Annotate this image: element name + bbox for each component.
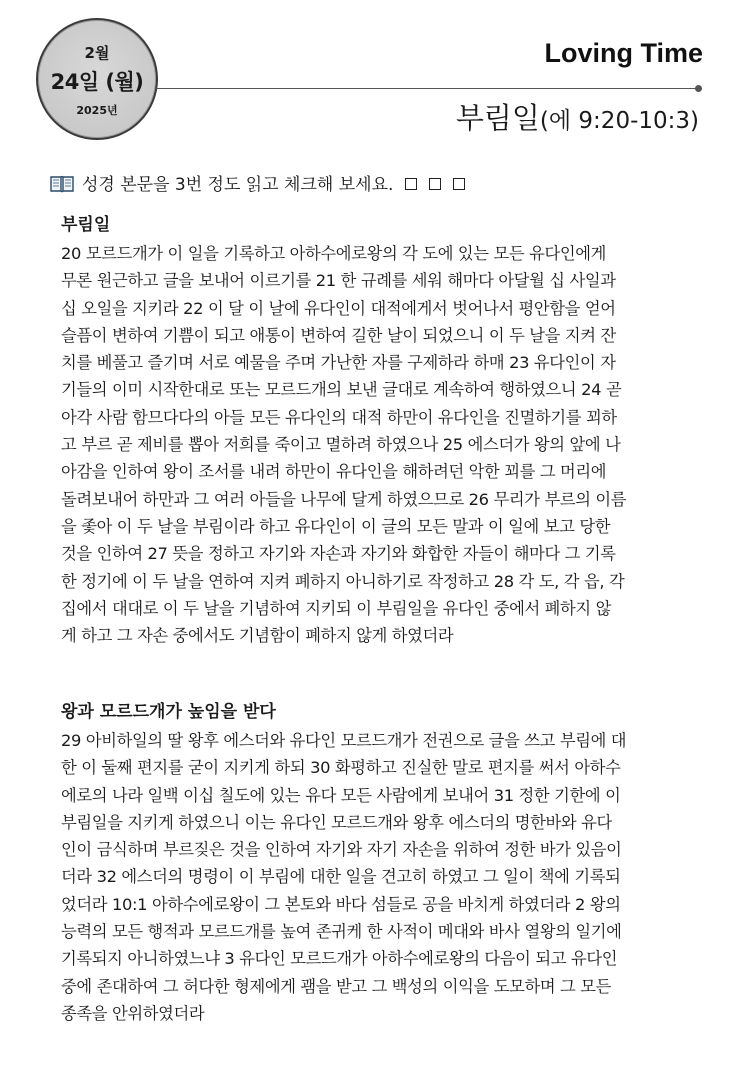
text-line: 한 이 둘째 편지를 굳이 지키게 하되 30 화평하고 진실한 말로 편지를 써서 아하수 bbox=[61, 758, 621, 778]
text-line: 기록되지 아니하였느냐 3 유다인 모르드개가 아하수에로왕의 다음이 되고 유다인 bbox=[61, 949, 618, 969]
text-line: 기들의 이미 시작한대로 또는 모르드개의 보낸 글대로 계속하여 행하였으니 24 곧 bbox=[61, 380, 622, 400]
text-line: 인이 금식하며 부르짖은 것을 인하여 자기와 자기 자손을 위하여 정한 바가 있음이 bbox=[61, 840, 622, 860]
text-line: 십 오일을 지키라 22 이 달 이 날에 유다인이 대적에게서 벗어나서 평안함을 얻어 bbox=[61, 298, 616, 318]
text-line: 부림일을 지키게 하였으니 이는 유다인 모르드개와 왕후 에스더의 명한바와 유다 bbox=[61, 812, 612, 832]
section-heading: 부림일 bbox=[61, 215, 111, 235]
date-month: 2월 bbox=[84, 44, 110, 62]
text-line: 돌려보내어 하만과 그 여러 아들을 나무에 달게 하였으므로 26 무리가 부르의 이름 bbox=[61, 489, 627, 509]
passage-title bbox=[456, 96, 699, 137]
text-line: 게 하고 그 자손 중에서도 기념함이 폐하지 않게 하였더라 bbox=[61, 626, 454, 646]
section-heading: 왕과 모르드개가 높임을 받다 bbox=[61, 702, 276, 722]
open-book-icon bbox=[50, 175, 74, 198]
section-purim bbox=[61, 210, 701, 649]
passage-title-main: 부림일 bbox=[455, 101, 540, 135]
text-line: 20 모르드개가 이 일을 기록하고 아하수에로왕의 각 도에 있는 모든 유다인에게 bbox=[61, 244, 606, 263]
read-checkbox-2[interactable] bbox=[429, 178, 441, 190]
text-line: 아각 사람 함므다다의 아들 모든 유다인의 대적 하만이 유다인을 진멸하기를 꾀하 bbox=[61, 407, 617, 427]
date-day: 24일 (월) bbox=[50, 70, 144, 94]
text-line: 었더라 10:1 아하수에로왕이 그 본토와 바다 섬들로 공을 바치게 하였더라 2 왕의 bbox=[61, 894, 621, 914]
text-line: 고 부르 곧 제비를 뽑아 저희를 죽이고 멸하려 하였으나 25 에스더가 왕의 앞에 나 bbox=[61, 435, 621, 455]
section-body bbox=[61, 240, 701, 649]
section-king-and-mordecai bbox=[61, 697, 701, 1027]
passage-reference: (에 9:20-10:3) bbox=[539, 108, 699, 134]
read-checkbox-1[interactable] bbox=[405, 178, 417, 190]
reading-instruction bbox=[50, 170, 465, 198]
text-line: 아감을 인하여 왕이 조서를 내려 하만이 유다인을 해하려던 악한 꾀를 그 머리에 bbox=[61, 462, 607, 482]
text-line: 한 정기에 이 두 날을 연하여 지켜 폐하지 아니하기로 작정하고 28 각 도, 각 읍, 각 bbox=[61, 571, 625, 591]
read-checkbox-3[interactable] bbox=[453, 178, 465, 190]
text-line: 을 좇아 이 두 날을 부림이라 하고 유다인이 이 글의 모든 말과 이 일에 보고 당한 bbox=[61, 516, 611, 536]
text-line: 것을 인하여 27 뜻을 정하고 자기와 자손과 자기와 화합한 자들이 해마다 그 기록 bbox=[61, 544, 616, 564]
text-line: 능력의 모든 행적과 모르드개를 높여 존귀케 한 사적이 메대와 바사 열왕의 일기에 bbox=[61, 922, 622, 942]
text-line: 치를 베풀고 즐기며 서로 예물을 주며 가난한 자를 구제하라 하매 23 유다인이 자 bbox=[61, 353, 616, 373]
header-divider bbox=[156, 88, 698, 89]
text-line: 슬픔이 변하여 기쁨이 되고 애통이 변하여 길한 날이 되었으니 이 두 날을 지켜 잔 bbox=[61, 325, 616, 345]
text-line: 중에 존대하여 그 허다한 형제에게 괨을 받고 그 백성의 이익을 도모하며 그 모든 bbox=[61, 976, 611, 996]
date-badge bbox=[36, 18, 158, 140]
text-line: 종족을 안위하였더라 bbox=[61, 1003, 205, 1023]
text-line: 더라 32 에스더의 명령이 이 부림에 대한 일을 견고히 하였고 그 일이 책에 기록되 bbox=[61, 867, 621, 887]
text-line: 집에서 대대로 이 두 날을 기념하여 지키되 이 부림일을 유다인 중에서 폐하지 않 bbox=[61, 598, 611, 618]
text-line: 무론 원근하고 글을 보내어 이르기를 21 한 규례를 세워 해마다 아달월 십 사일과 bbox=[61, 271, 616, 291]
text-line: 에로의 나라 일백 이십 칠도에 있는 유다 모든 사람에게 보내어 31 정한 기한에 이 bbox=[61, 785, 621, 805]
divider-dot bbox=[695, 85, 702, 92]
text-line: 29 아비하일의 딸 왕후 에스더와 유다인 모르드개가 전권으로 글을 쓰고 부림에 대 bbox=[61, 731, 627, 750]
instruction-text: 성경 본문을 3번 정도 읽고 체크해 보세요. bbox=[82, 175, 394, 195]
date-year: 2025년 bbox=[76, 104, 118, 117]
brand-title: Loving Time bbox=[544, 38, 703, 68]
section-body bbox=[61, 727, 701, 1027]
